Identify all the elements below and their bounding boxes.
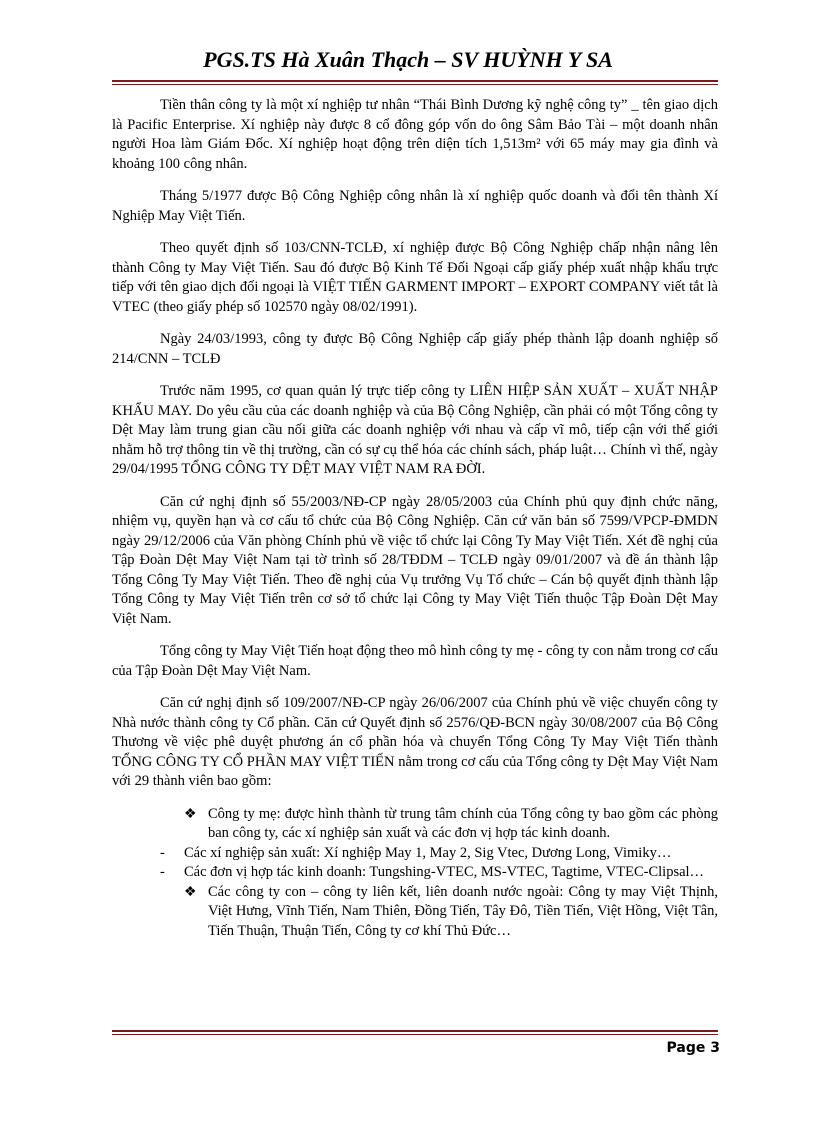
list-item: [112, 863, 718, 883]
paragraph-3: Theo quyết định số 103/CNN-TCLĐ, xí nghiệp được Bộ Công Nghiệp chấp nhận nâng lên thành Công ty May Việt Tiến. Sau đó được Bộ Kinh Tế Đối Ngoại cấp giấy phép xuất nhập khẩu trực tiếp với tên giao dịch đối ngoại là VIỆT TIẾN GARMENT IMPORT – EXPORT COMPANY viết tắt là VTEC (theo giấy phép số 102570 ngày 08/02/1991).: [112, 240, 718, 315]
page-number: Page 3: [666, 1040, 720, 1056]
member-list: [112, 805, 718, 942]
document-body: [112, 96, 718, 941]
list-item-text: Các đơn vị hợp tác kinh doanh: Tungshing-VTEC, MS-VTEC, Tagtime, VTEC-Clipsal…: [184, 864, 705, 880]
paragraph-7: Tổng công ty May Việt Tiến hoạt động theo mô hình công ty mẹ - công ty con nằm trong cơ cấu của Tập Đoàn Dệt May Việt Nam.: [112, 643, 718, 679]
paragraph-4: Ngày 24/03/1993, công ty được Bộ Công Nghiệp cấp giấy phép thành lập doanh nghiệp số 214/CNN – TCLĐ: [112, 331, 718, 367]
header-rule-thin: [112, 84, 718, 85]
list-item: [112, 883, 718, 942]
dash-bullet: -: [160, 844, 165, 861]
page-header-title: PGS.TS Hà Xuân Thạch – SV HUỲNH Y SA: [203, 47, 613, 72]
list-item-text: Các công ty con – công ty liên kết, liên doanh nước ngoài: Công ty may Việt Thịnh, Việt Hưng, Vĩnh Tiến, Nam Thiên, Đồng Tiến, Tây Đô, Tiền Tiến, Việt Hồng, Việt Tân, Tiến Thuận, Thuận Tiến, Công ty cơ khí Thủ Đức…: [208, 883, 718, 939]
footer-rule-thick: [112, 1030, 718, 1032]
list-item-text: Công ty mẹ: được hình thành từ trung tâm chính của Tổng công ty bao gồm các phòng ban công ty, các xí nghiệp sản xuất và các đơn vị hợp tác kinh doanh.: [208, 805, 718, 841]
paragraph-1: Tiền thân công ty là một xí nghiệp tư nhân “Thái Bình Dương kỹ nghệ công ty” _ tên giao dịch là Pacific Enterprise. Xí nghiệp này được 8 cổ đông góp vốn do ông Sâm Bảo Tài – một doanh nhân người Hoa làm Giám Đốc. Xí nghiệp hoạt động trên diện tích 1,513m² với 65 máy may gia đình và khoảng 100 công nhân.: [112, 97, 718, 172]
diamond-bullet-icon: ❖: [184, 806, 197, 822]
list-item-text: Các xí nghiệp sản xuất: Xí nghiệp May 1, May 2, Sig Vtec, Dương Long, Vimiky…: [184, 844, 672, 861]
paragraph-2: Tháng 5/1977 được Bộ Công Nghiệp công nhân là xí nghiệp quốc doanh và đổi tên thành Xí Nghiệp May Việt Tiến.: [112, 188, 718, 224]
list-item: [112, 844, 718, 864]
list-item: [112, 805, 718, 844]
footer-rule-thin: [112, 1034, 718, 1035]
paragraph-5: Trước năm 1995, cơ quan quản lý trực tiếp công ty LIÊN HIỆP SẢN XUẤT – XUẤT NHẬP KHẨU MAY. Do yêu cầu của các doanh nghiệp và của Bộ Công Nghiệp, cần phải có một Tổng công ty Dệt May làm trung gian cầu nối giữa các doanh nghiệp với nhau và cấp vĩ mô, tiếp cận với thế giới nhằm hỗ trợ thông tin về thị trường, cần có sự cụ thể hóa các chính sách, pháp luật… Chính vì thế, ngày 29/04/1995 TỔNG CÔNG TY DỆT MAY VIỆT NAM RA ĐỜI.: [112, 383, 718, 477]
dash-bullet: -: [160, 864, 165, 880]
paragraph-6: Căn cứ nghị định số 55/2003/NĐ-CP ngày 28/05/2003 của Chính phủ quy định chức năng, nhiệm vụ, quyền hạn và cơ cấu tổ chức của Bộ Công Nghiệp. Căn cứ văn bản số 7599/VPCP-ĐMDN ngày 29/12/2006 của Văn phòng Chính phủ về việc tổ chức lại Công Ty May Việt Tiến. Xét đề nghị của Tập Đoàn Dệt May Việt Nam tại tờ trình số 28/TĐDM – TCLĐ ngày 09/01/2007 và đề án thành lập Tổng Công Ty May Việt Tiến. Theo đề nghị của Vụ trưởng Vụ Tổ chức – Cán bộ quyết định thành lập Tổng Công ty May Việt Tiến trên cơ sở tổ chức lại Công ty May Việt Tiến thuộc Tập Đoàn Dệt May Việt Nam.: [112, 493, 718, 627]
diamond-bullet-icon: ❖: [184, 884, 197, 900]
header-rule-thick: [112, 80, 718, 82]
paragraph-8: Căn cứ nghị định số 109/2007/NĐ-CP ngày 26/06/2007 của Chính phủ về việc chuyển công ty Nhà nước thành công ty Cổ phần. Căn cứ Quyết định số 2576/QĐ-BCN ngày 30/08/2007 của Bộ Công Thương về việc phê duyệt phương án cổ phần hóa và chuyển Tổng Công Ty May Việt Tiến thành TỔNG CÔNG TY CỔ PHẦN MAY VIỆT TIẾN nằm trong cơ cấu của Tổng công ty Dệt May Việt Nam với 29 thành viên bao gồm:: [112, 695, 718, 789]
